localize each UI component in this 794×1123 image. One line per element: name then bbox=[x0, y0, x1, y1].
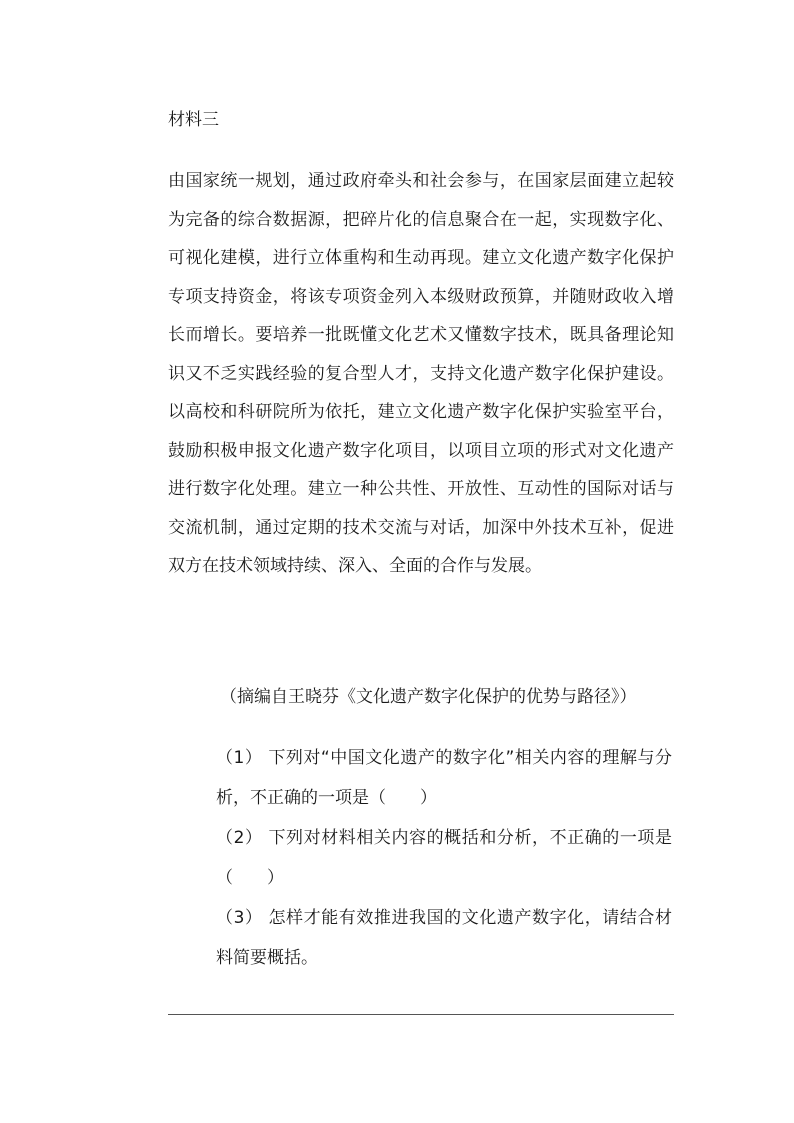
question-item-3: （3） 怎样才能有效推进我国的文化遗产数字化，请结合材料简要概括。 bbox=[216, 908, 672, 968]
bottom-divider bbox=[168, 1014, 674, 1015]
question-list bbox=[216, 738, 672, 978]
question-item-2: （2） 下列对材料相关内容的概括和分析，不正确的一项是（ ） bbox=[216, 828, 672, 888]
material-body-paragraph: 由国家统一规划，通过政府牵头和社会参与，在国家层面建立起较为完备的综合数据源，把碎片化的信息聚合在一起，实现数字化、可视化建模，进行立体重构和生动再现。建立文化遗产数字化保护专项支持资金，将该专项资金列入本级财政预算，并随财政收入增长而增长。要培养一批既懂文化艺术又懂数字技术，既具备理论知识又不乏实践经验的复合型人才，支持文化遗产数字化保护建设。以高校和科研院所为依托，建立文化遗产数字化保护实验室平台，鼓励积极申报文化遗产数字化项目，以项目立项的形式对文化遗产进行数字化处理。建立一种公共性、开放性、互动性的国际对话与交流机制，通过定期的技术交流与对话，加深中外技术互补，促进双方在技术领域持续、深入、全面的合作与发展。 bbox=[168, 171, 674, 576]
source-citation: （摘编自王晓芬《文化遗产数字化保护的优势与路径》） bbox=[220, 687, 637, 707]
question-item-1: （1） 下列对“中国文化遗产的数字化”相关内容的理解与分析，不正确的一项是（ ） bbox=[216, 748, 672, 808]
material-heading: 材料三 bbox=[168, 110, 219, 130]
